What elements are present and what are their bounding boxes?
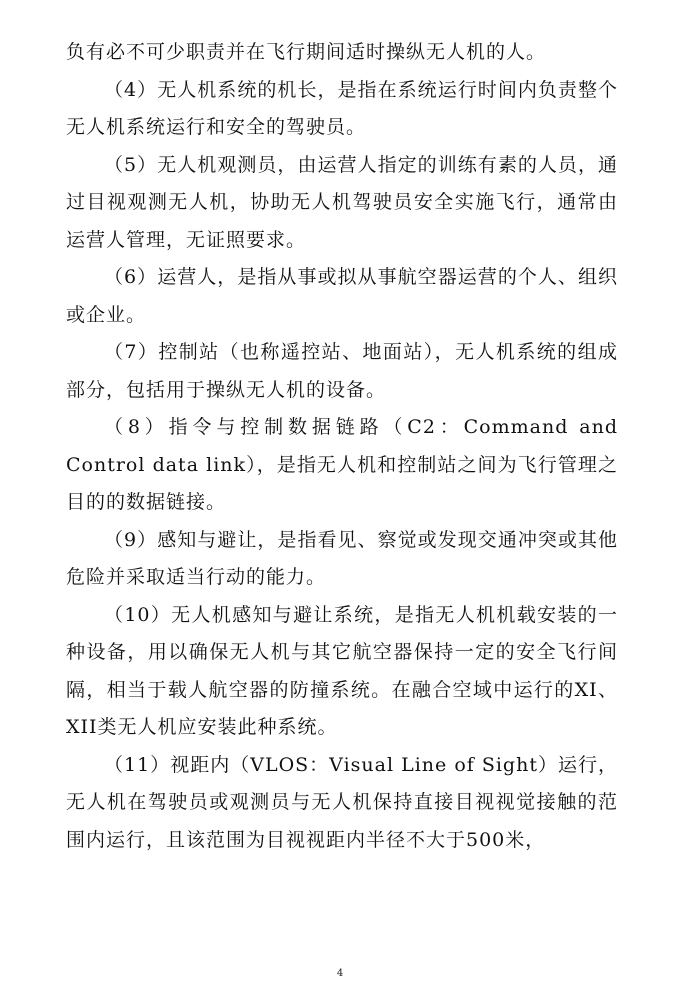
paragraph-continuation: 负有必不可少职责并在飞行期间适时操纵无人机的人。 (66, 41, 547, 63)
paragraph-item-7: （7）控制站（也称遥控站、地面站），无人机系统的组成部分，包括用于操纵无人机的设备。 (66, 341, 618, 401)
page-number: 4 (336, 968, 344, 979)
document-body (66, 34, 618, 859)
paragraph-item-5: （5）无人机观测员，由运营人指定的训练有素的人员，通过目视观测无人机，协助无人机驾驶员安全实施飞行，通常由运营人管理，无证照要求。 (66, 153, 618, 251)
paragraph-item-11: （11）视距内（VLOS：Visual Line of Sight）运行，无人机在驾驶员或观测员与无人机保持直接目视视觉接触的范围内运行，且该范围为目视视距内半径不大于500米， (66, 753, 618, 851)
paragraph-item-8: （8）指令与控制数据链路（C2：Command and Control data link），是指无人机和控制站之间为飞行管理之目的的数据链接。 (66, 416, 618, 513)
paragraph-item-4: （4）无人机系统的机长，是指在系统运行时间内负责整个无人机系统运行和安全的驾驶员。 (66, 78, 618, 138)
paragraph-item-9: （9）感知与避让，是指看见、察觉或发现交通冲突或其他危险并采取适当行动的能力。 (66, 528, 618, 588)
paragraph-item-6: （6）运营人，是指从事或拟从事航空器运营的个人、组织或企业。 (66, 266, 618, 326)
paragraph-item-10: （10）无人机感知与避让系统，是指无人机机载安装的一种设备，用以确保无人机与其它航空器保持一定的安全飞行间隔，相当于载人航空器的防撞系统。在融合空域中运行的XI、XII类无人机应安装此种系统。 (66, 603, 618, 738)
